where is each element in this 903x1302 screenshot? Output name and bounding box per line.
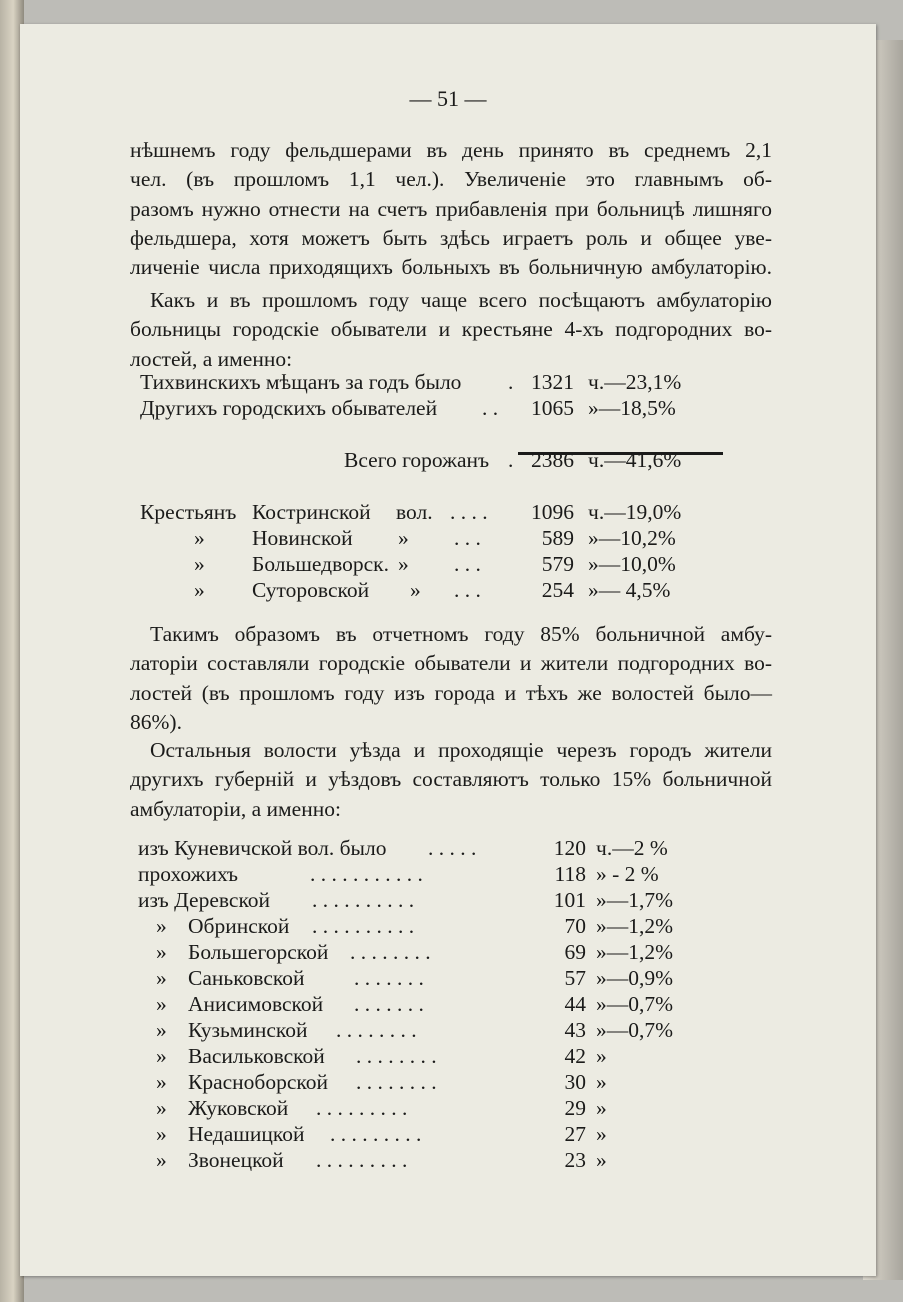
text-line: фельдшера, хотя можетъ быть здѣсь играетъ роль и общее уве- <box>130 225 772 250</box>
district-row-percent: » <box>596 1044 607 1068</box>
district-row-count: 23 <box>564 1148 586 1172</box>
district-row-label: Саньковской <box>188 966 305 990</box>
district-row-label: изъ Куневичской вол. было <box>138 836 387 860</box>
text-line: больницы городскіе обыватели и крестьяне 4-хъ подгородних во- <box>130 317 772 342</box>
peasant-row-prefix: » <box>194 578 205 602</box>
district-row-count: 120 <box>553 836 586 860</box>
district-row-prefix: » <box>156 1096 167 1120</box>
district-row-dots: . . . . . . . . <box>336 1018 417 1042</box>
district-row-percent: » <box>596 1070 607 1094</box>
district-row-dots: . . . . . . . . . <box>330 1122 422 1146</box>
peasant-row-percent: ч.—19,0% <box>588 500 682 524</box>
district-row-dots: . . . . . . . <box>354 966 424 990</box>
district-row-label: Анисимовской <box>188 992 324 1016</box>
text-line: чел. (въ прошломъ 1,1 чел.). Увеличеніе это главнымъ об- <box>130 167 772 192</box>
district-row-count: 43 <box>564 1018 586 1042</box>
district-row-count: 27 <box>564 1122 586 1146</box>
district-row-dots: . . . . . <box>428 836 477 860</box>
text-line: амбулаторіи, а именно: <box>130 796 341 821</box>
district-row-percent: » - 2 % <box>596 862 659 886</box>
paragraph-4 <box>130 736 772 824</box>
district-row-percent: »—1,2% <box>596 914 674 938</box>
district-row-label: Красноборской <box>188 1070 329 1094</box>
peasant-row-prefix: Крестьянъ <box>140 500 237 524</box>
district-row-label: Васильковской <box>188 1044 325 1068</box>
text-line: 86%). <box>130 709 182 734</box>
district-row-label: прохожихъ <box>138 862 239 886</box>
district-row-label: Кузьминской <box>188 1018 308 1042</box>
district-row-percent: »—1,7% <box>596 888 674 912</box>
district-row-count: 69 <box>564 940 586 964</box>
town-total-label: Всего горожанъ <box>344 448 490 472</box>
peasant-row-dots: . . . <box>454 578 481 602</box>
town-row-label: Тихвинскихъ мѣщанъ за годъ было <box>140 370 462 394</box>
district-row-prefix: » <box>156 1122 167 1146</box>
text-line: разомъ нужно отнести на счетъ прибавленія при больницѣ лишняго <box>130 196 772 221</box>
district-row-count: 42 <box>564 1044 586 1068</box>
text-line: Такимъ образомъ въ отчетномъ году 85% больничной амбу- <box>150 622 772 646</box>
district-row-dots: . . . . . . . . <box>356 1044 437 1068</box>
district-row-label: изъ Деревской <box>138 888 271 912</box>
district-row-prefix: » <box>156 1044 167 1068</box>
town-row-percent: »—18,5% <box>588 396 676 420</box>
district-row-count: 44 <box>564 992 586 1016</box>
town-row-dots: . <box>508 370 514 394</box>
district-row-dots: . . . . . . . . . <box>316 1096 408 1120</box>
district-row-count: 30 <box>564 1070 586 1094</box>
district-row-label: Жуковской <box>188 1096 289 1120</box>
peasant-row-percent: »— 4,5% <box>588 578 671 602</box>
paragraph-2 <box>130 286 772 374</box>
text-line: личеніе числа приходящихъ больныхъ въ больничную амбулаторію. <box>130 255 772 280</box>
district-row-percent: » <box>596 1122 607 1146</box>
peasant-row-name: Новинской <box>252 526 353 550</box>
peasant-row-dots: . . . <box>454 552 481 576</box>
peasant-row-percent: »—10,0% <box>588 552 676 576</box>
district-row-label: Большегорской <box>188 940 329 964</box>
district-row-percent: »—0,9% <box>596 966 674 990</box>
town-row-dots: . . <box>482 396 499 420</box>
district-row-count: 118 <box>554 862 586 886</box>
peasant-row-suffix: » <box>398 526 409 550</box>
peasant-row-percent: »—10,2% <box>588 526 676 550</box>
page-number: — 51 — <box>409 86 487 111</box>
town-row-label: Другихъ городскихъ обывателей <box>140 396 438 420</box>
district-row-count: 101 <box>553 888 586 912</box>
paragraph-3 <box>130 620 772 737</box>
town-total-percent: ч.—41,6% <box>588 448 682 472</box>
text-line: лостей (въ прошломъ году изъ города и тѣхъ же волостей было— <box>130 680 772 705</box>
district-row-count: 70 <box>564 914 586 938</box>
district-row-count: 29 <box>564 1096 586 1120</box>
text-line: Какъ и въ прошломъ году чаще всего посѣщаютъ амбулаторію <box>150 288 772 312</box>
town-total-count: 2386 <box>531 448 574 472</box>
text-line: латоріи составляли городскіе обыватели и жители подгородних во- <box>130 651 772 676</box>
district-row-label: Обринской <box>188 914 290 938</box>
district-row-prefix: » <box>156 940 167 964</box>
paragraph-1 <box>130 136 772 282</box>
town-total-dots: . <box>508 448 514 472</box>
district-row-label: Недашицкой <box>188 1122 305 1146</box>
district-row-count: 57 <box>564 966 586 990</box>
peasant-row-suffix: » <box>398 552 409 576</box>
peasant-row-count: 254 <box>541 578 574 602</box>
peasant-row-prefix: » <box>194 552 205 576</box>
peasant-row-dots: . . . <box>454 526 481 550</box>
district-row-label: Звонецкой <box>188 1148 284 1172</box>
district-row-prefix: » <box>156 914 167 938</box>
district-row-percent: » <box>596 1096 607 1120</box>
district-row-prefix: » <box>156 1018 167 1042</box>
district-row-prefix: » <box>156 992 167 1016</box>
text-line: лостей, а именно: <box>130 346 293 371</box>
district-row-percent: »—1,2% <box>596 940 674 964</box>
district-row-dots: . . . . . . . . . . <box>312 914 415 938</box>
district-row-percent: ч.—2 % <box>596 836 668 860</box>
district-row-dots: . . . . . . . <box>354 992 424 1016</box>
district-row-dots: . . . . . . . . . . <box>312 888 415 912</box>
district-row-prefix: » <box>156 966 167 990</box>
district-row-percent: »—0,7% <box>596 1018 674 1042</box>
text-line: Остальныя волости уѣзда и проходящіе черезъ городъ жители <box>150 738 772 762</box>
peasant-row-dots: . . . . <box>450 500 488 524</box>
text-line: нѣшнемъ году фельдшерами въ день принято въ среднемъ 2,1 <box>130 138 772 162</box>
district-row-percent: »—0,7% <box>596 992 674 1016</box>
town-row-percent: ч.—23,1% <box>588 370 682 394</box>
peasant-row-name: Большедворск. <box>252 552 389 576</box>
district-row-dots: . . . . . . . . . . . <box>310 862 423 886</box>
peasant-row-count: 1096 <box>531 500 574 524</box>
town-row-count: 1065 <box>531 396 574 420</box>
district-row-dots: . . . . . . . . <box>356 1070 437 1094</box>
peasant-row-name: Костринской <box>252 500 371 524</box>
book-page <box>20 24 876 1276</box>
peasant-row-name: Суторовской <box>252 578 370 602</box>
district-row-dots: . . . . . . . . . <box>316 1148 408 1172</box>
peasant-row-count: 589 <box>541 526 574 550</box>
district-row-percent: » <box>596 1148 607 1172</box>
district-row-prefix: » <box>156 1148 167 1172</box>
text-line: другихъ губерній и уѣздовъ составляютъ только 15% больничной <box>130 767 772 792</box>
peasant-row-count: 579 <box>541 552 574 576</box>
district-row-dots: . . . . . . . . <box>350 940 431 964</box>
peasant-row-suffix: вол. <box>396 500 433 524</box>
town-row-count: 1321 <box>531 370 574 394</box>
district-row-prefix: » <box>156 1070 167 1094</box>
peasant-row-suffix: » <box>410 578 421 602</box>
peasant-row-prefix: » <box>194 526 205 550</box>
